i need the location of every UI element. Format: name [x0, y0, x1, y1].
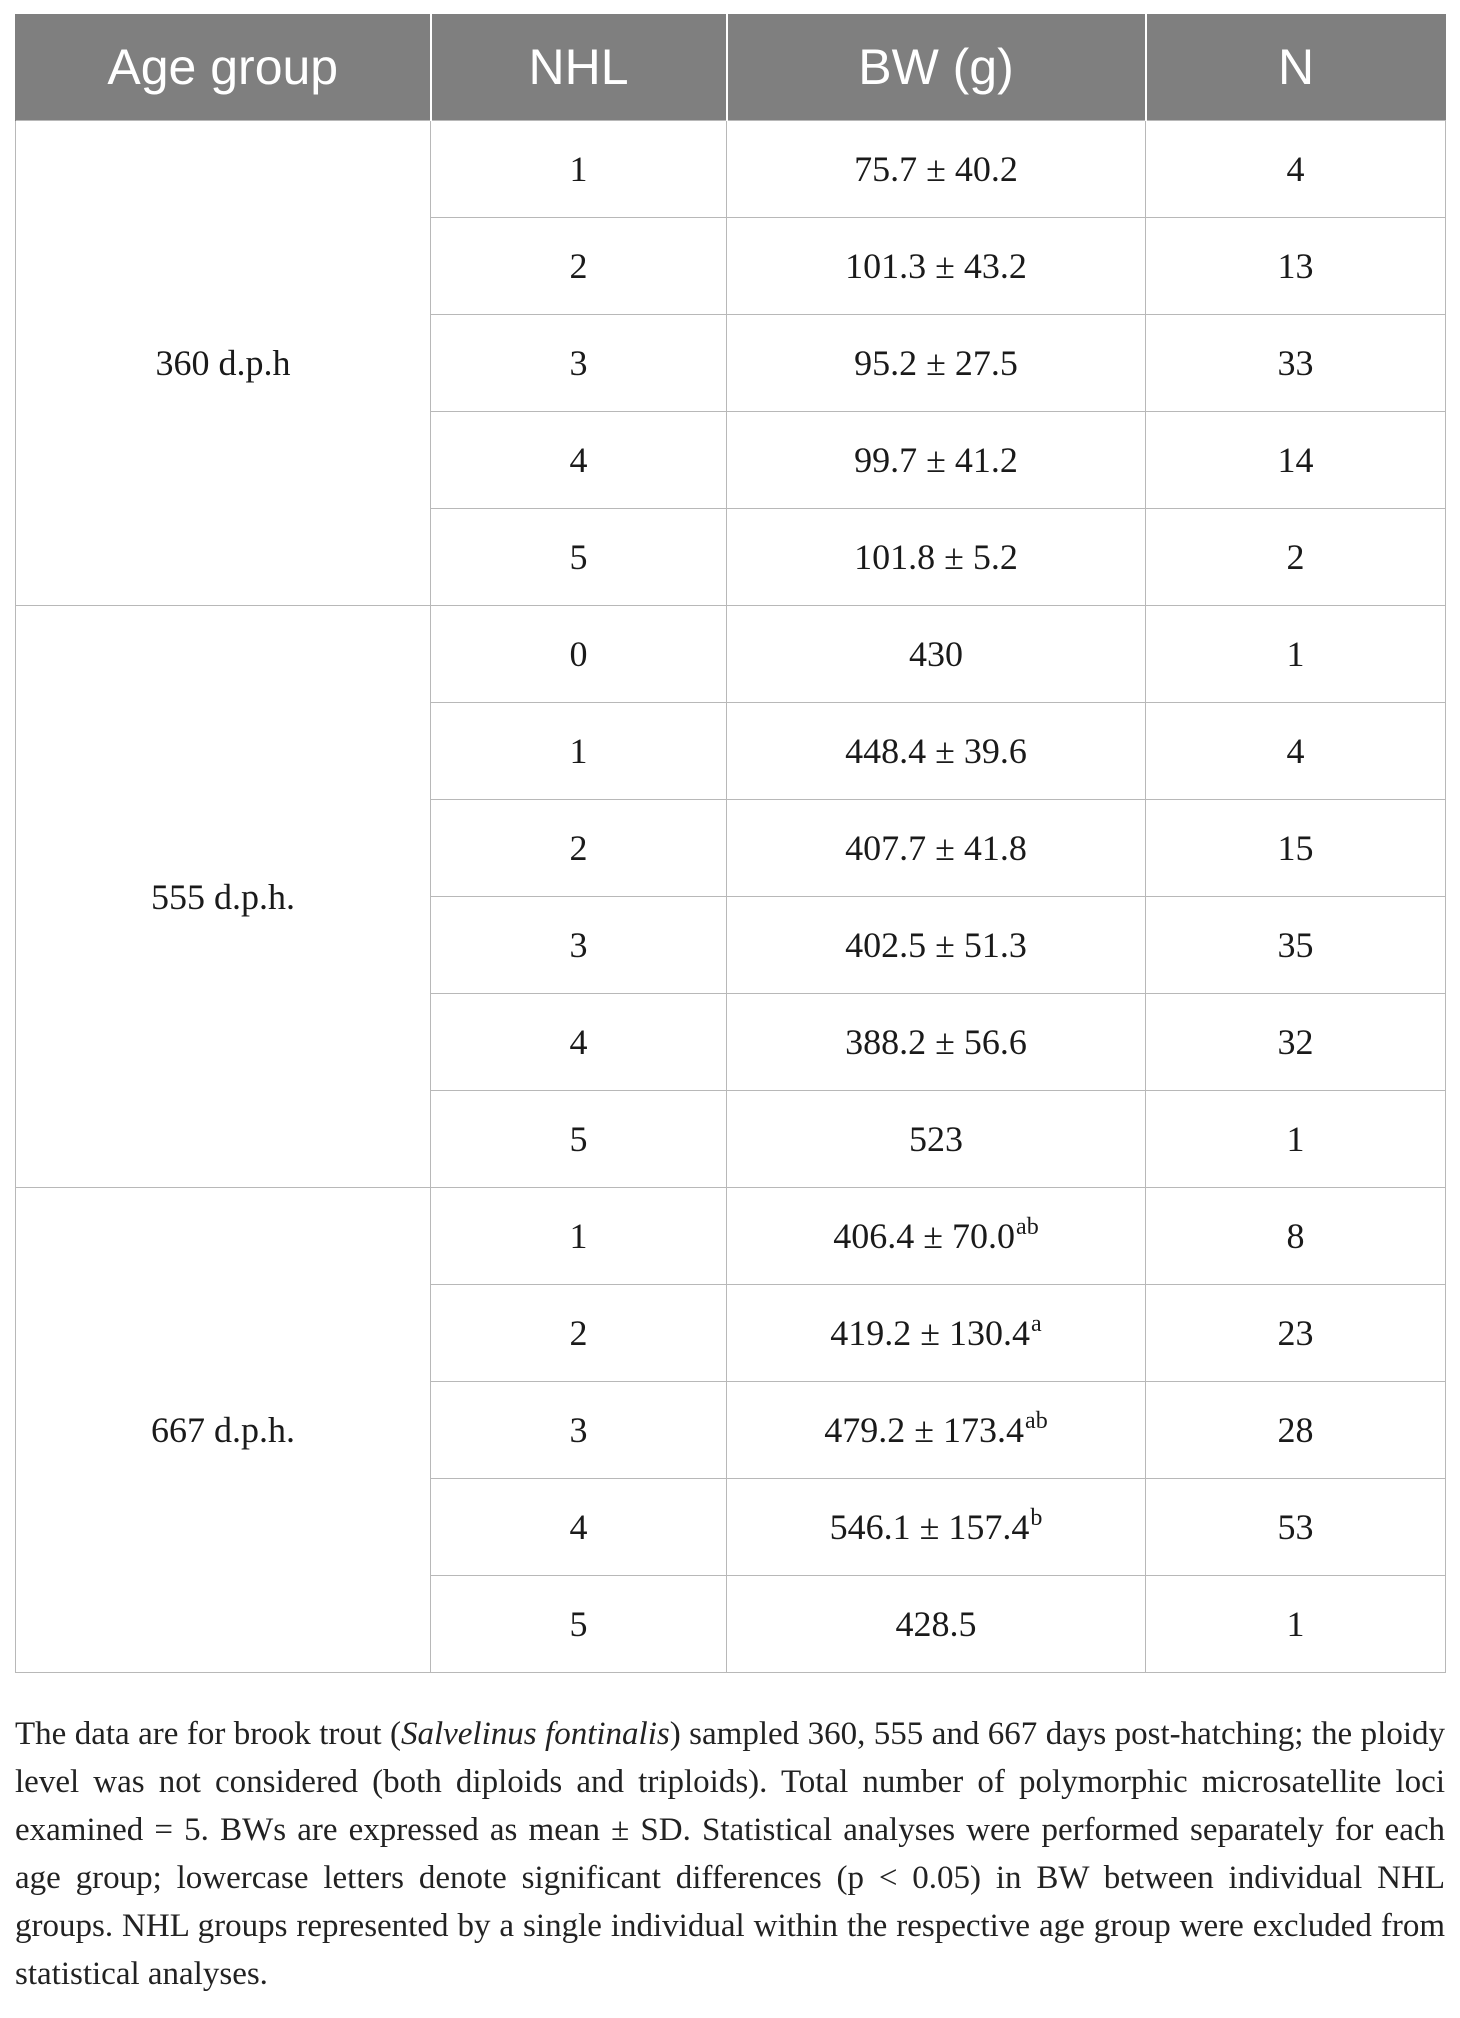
header-nhl: NHL	[431, 14, 727, 121]
nhl-cell: 2	[431, 218, 727, 315]
nhl-cell: 4	[431, 1479, 727, 1576]
nhl-cell: 2	[431, 1285, 727, 1382]
bw-cell	[727, 218, 1146, 315]
n-cell: 14	[1146, 412, 1446, 509]
nhl-cell: 1	[431, 121, 727, 218]
n-cell: 33	[1146, 315, 1446, 412]
bw-value: 101.8 ± 5.2	[854, 537, 1018, 577]
bw-value: 546.1 ± 157.4	[829, 1507, 1030, 1547]
bw-cell	[727, 1382, 1146, 1479]
table-row	[16, 121, 1446, 218]
table-footnote	[15, 1710, 1445, 1998]
nhl-cell: 1	[431, 1188, 727, 1285]
significance-superscript: b	[1030, 1505, 1043, 1531]
n-cell: 13	[1146, 218, 1446, 315]
table-row	[16, 1188, 1446, 1285]
n-cell: 4	[1146, 121, 1446, 218]
data-table	[15, 14, 1446, 1673]
nhl-cell: 5	[431, 509, 727, 606]
significance-superscript: a	[1031, 1311, 1042, 1337]
nhl-cell: 4	[431, 412, 727, 509]
footnote-species: Salvelinus fontinalis	[400, 1716, 670, 1752]
bw-cell	[727, 1479, 1146, 1576]
nhl-cell: 5	[431, 1091, 727, 1188]
header-bw: BW (g)	[727, 14, 1146, 121]
bw-value: 101.3 ± 43.2	[845, 246, 1027, 286]
table-row	[16, 606, 1446, 703]
age-group-cell: 555 d.p.h.	[16, 606, 431, 1188]
n-cell: 1	[1146, 1576, 1446, 1673]
bw-value: 407.7 ± 41.8	[845, 828, 1027, 868]
age-group-cell: 360 d.p.h	[16, 121, 431, 606]
bw-value: 388.2 ± 56.6	[845, 1022, 1027, 1062]
significance-superscript: ab	[1016, 1214, 1039, 1240]
table-body	[16, 121, 1446, 1673]
nhl-cell: 1	[431, 703, 727, 800]
bw-value: 419.2 ± 130.4	[830, 1313, 1031, 1353]
n-cell: 28	[1146, 1382, 1446, 1479]
table-container	[15, 14, 1445, 1673]
bw-cell	[727, 703, 1146, 800]
n-cell: 35	[1146, 897, 1446, 994]
footnote-text-pre: The data are for brook trout (	[15, 1716, 401, 1752]
footnote-text-post: ) sampled 360, 555 and 667 days post-hatching; the ploidy level was not considered (both diploids and triploids). Total number of polymorphic microsatellite loci examined = 5. BWs are expressed as mean ± SD. Statistical analyses were performed separately for each age group; lowercase letters denote significant differences (p < 0.05) in BW between individual NHL groups. NHL groups represented by a single individual within the respective age group were excluded from statistical analyses.	[15, 1716, 1445, 1992]
nhl-cell: 0	[431, 606, 727, 703]
n-cell: 1	[1146, 1091, 1446, 1188]
bw-value: 430	[909, 634, 963, 674]
significance-superscript: ab	[1025, 1408, 1048, 1434]
nhl-cell: 3	[431, 897, 727, 994]
header-n: N	[1146, 14, 1446, 121]
bw-value: 95.2 ± 27.5	[854, 343, 1018, 383]
n-cell: 8	[1146, 1188, 1446, 1285]
nhl-cell: 4	[431, 994, 727, 1091]
header-row	[16, 14, 1446, 121]
bw-cell	[727, 1188, 1146, 1285]
bw-value: 402.5 ± 51.3	[845, 925, 1027, 965]
bw-value: 523	[909, 1119, 963, 1159]
bw-value: 428.5	[895, 1604, 977, 1644]
n-cell: 2	[1146, 509, 1446, 606]
bw-value: 479.2 ± 173.4	[824, 1410, 1025, 1450]
nhl-cell: 3	[431, 315, 727, 412]
bw-cell	[727, 121, 1146, 218]
bw-cell	[727, 994, 1146, 1091]
bw-value: 448.4 ± 39.6	[845, 731, 1027, 771]
age-group-cell: 667 d.p.h.	[16, 1188, 431, 1673]
bw-cell	[727, 412, 1146, 509]
nhl-cell: 3	[431, 1382, 727, 1479]
bw-cell	[727, 1091, 1146, 1188]
bw-cell	[727, 1285, 1146, 1382]
bw-cell	[727, 315, 1146, 412]
n-cell: 23	[1146, 1285, 1446, 1382]
bw-cell	[727, 509, 1146, 606]
bw-cell	[727, 800, 1146, 897]
bw-cell	[727, 1576, 1146, 1673]
n-cell: 32	[1146, 994, 1446, 1091]
bw-cell	[727, 897, 1146, 994]
n-cell: 53	[1146, 1479, 1446, 1576]
n-cell: 4	[1146, 703, 1446, 800]
nhl-cell: 2	[431, 800, 727, 897]
bw-value: 75.7 ± 40.2	[854, 149, 1018, 189]
n-cell: 15	[1146, 800, 1446, 897]
bw-cell	[727, 606, 1146, 703]
n-cell: 1	[1146, 606, 1446, 703]
header-age-group: Age group	[16, 14, 431, 121]
nhl-cell: 5	[431, 1576, 727, 1673]
bw-value: 99.7 ± 41.2	[854, 440, 1018, 480]
bw-value: 406.4 ± 70.0	[833, 1216, 1016, 1256]
